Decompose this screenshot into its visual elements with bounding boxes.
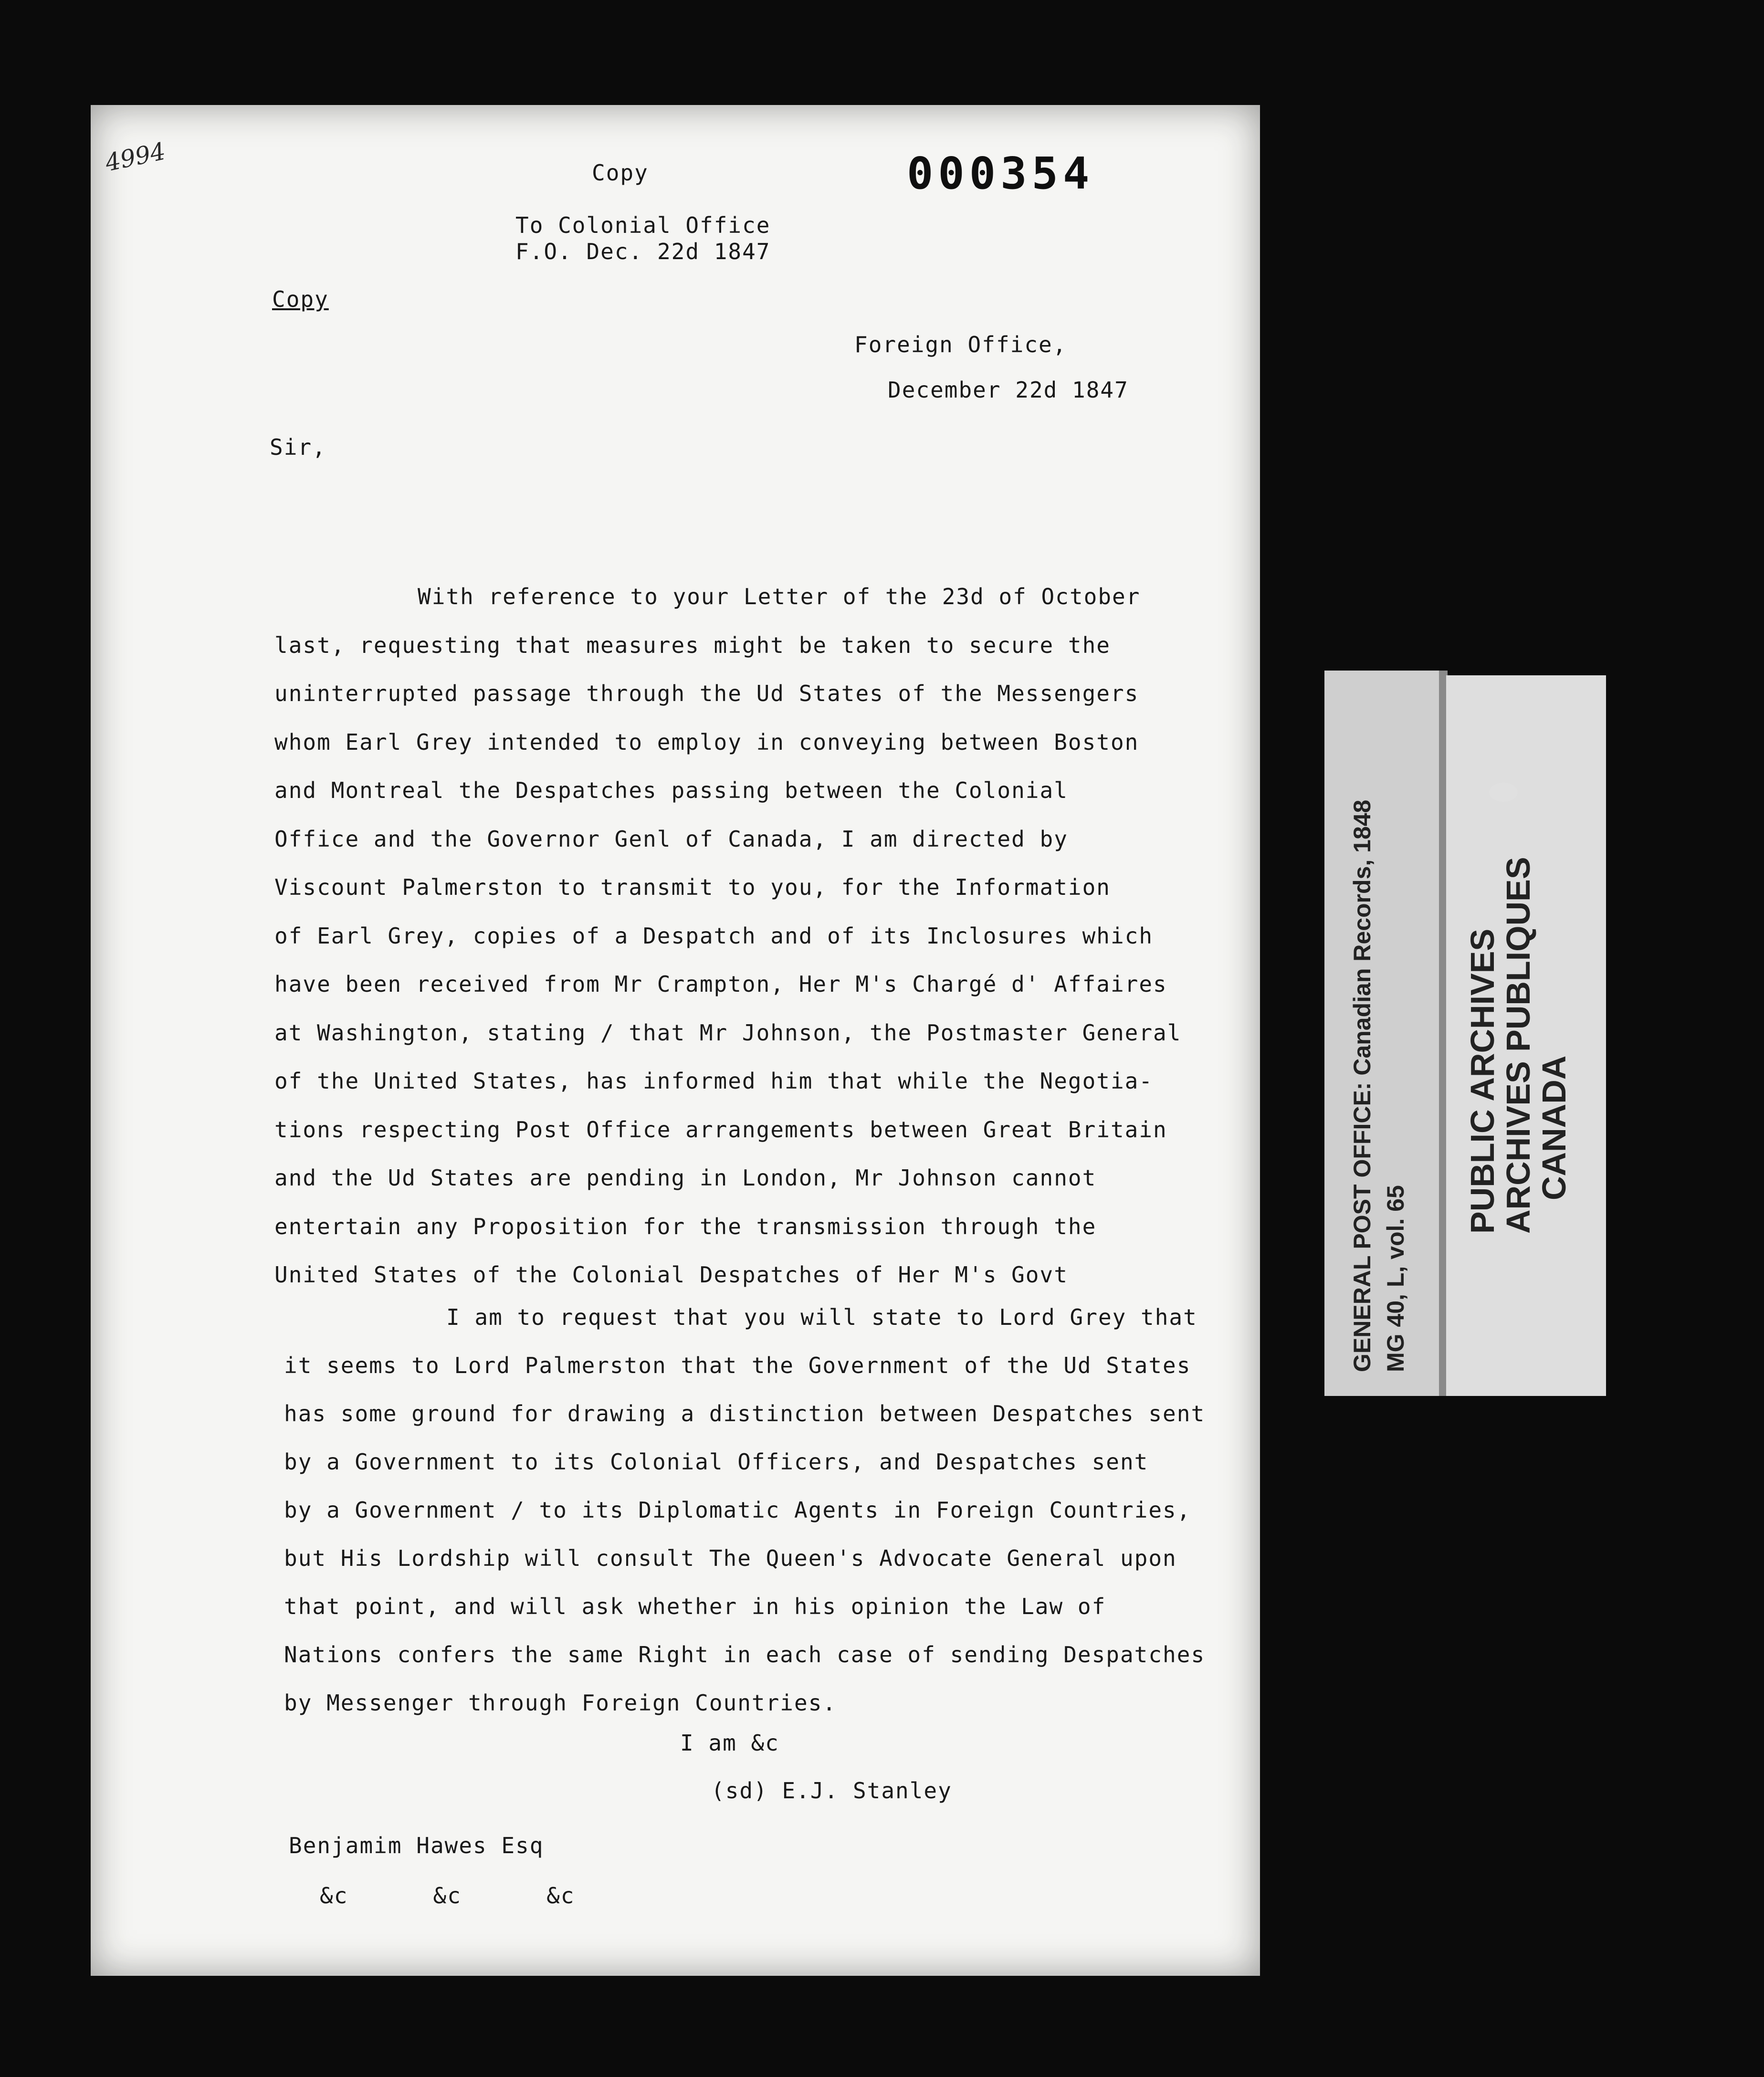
paragraph-2-line: Nations confers the same Right in each case of sending Despatches [284,1642,1206,1668]
paragraph-1-line: of the United States, has informed him that while the Negotia- [274,1068,1154,1094]
paragraph-1-line: last, requesting that measures might be taken to secure the [274,632,1111,658]
paragraph-2-line: but His Lordship will consult The Queen's Advocate General upon [284,1545,1177,1571]
address-office: Foreign Office, [854,332,1067,357]
paragraph-2-line: by a Government to its Colonial Officers, and Despatches sent [284,1449,1149,1475]
paragraph-1-line: entertain any Proposition for the transmission through the [274,1213,1097,1239]
paragraph-1 [274,573,1229,1300]
paragraph-1-line: of Earl Grey, copies of a Despatch and of its Inclosures which [274,923,1154,949]
paragraph-2-line: by Messenger through Foreign Countries. [284,1690,837,1716]
handwritten-folio-mark: 4994 [103,137,168,177]
archive-stamp-line-1: PUBLIC ARCHIVES [1464,928,1501,1234]
paragraph-1-line: whom Earl Grey intended to employ in conveying between Boston [274,729,1139,755]
paragraph-2-line: that point, and will ask whether in his opinion the Law of [284,1594,1106,1619]
paragraph-2-line: has some ground for drawing a distinction between Despatches sent [284,1401,1206,1427]
header-line-1: To Colonial Office [515,212,771,238]
document-number-stamp: 000354 [907,148,1094,199]
archive-reference-line-2: MG 40, L, vol. 65 [1382,1185,1409,1372]
paragraph-2-line: by a Government / to its Diplomatic Agents in Foreign Countries, [284,1497,1191,1523]
header-copy: Copy [592,160,649,186]
recipient-etc: &c &c &c [320,1883,575,1909]
closing: I am &c [680,1730,779,1756]
archive-reference-line-1: GENERAL POST OFFICE: Canadian Records, 1848 [1349,799,1376,1372]
paragraph-2-line: it seems to Lord Palmerston that the Government of the Ud States [284,1353,1191,1378]
archive-label [1324,671,1606,1396]
paragraph-1-line: Office and the Governor Genl of Canada, I am directed by [274,826,1068,852]
header-line-2: F.O. Dec. 22d 1847 [515,239,771,264]
recipient: Benjamim Hawes Esq [289,1833,544,1858]
copy-label: Copy [272,286,329,312]
salutation: Sir, [270,434,326,460]
paragraph-1-line: With reference to your Letter of the 23d of October [418,584,1141,609]
paragraph-1-line: at Washington, stating / that Mr Johnson, the Postmaster General [274,1019,1182,1046]
archive-stamp-line-2: ARCHIVES PUBLIQUES [1500,857,1537,1234]
archive-stamp-line-3: CANADA [1535,1055,1573,1200]
document-page [91,105,1260,1976]
paragraph-1-line: have been received from Mr Crampton, Her M's Chargé d' Affaires [274,971,1167,997]
address-date: December 22d 1847 [888,377,1129,403]
film-smudge [1489,783,1518,802]
paragraph-1-line: United States of the Colonial Despatches of Her M's Govt [274,1262,1068,1288]
paragraph-2-line: I am to request that you will state to Lord Grey that [446,1304,1197,1330]
paragraph-1-line: and the Ud States are pending in London, Mr Johnson cannot [274,1165,1097,1191]
signature: (sd) E.J. Stanley [711,1778,952,1804]
paragraph-1-line: tions respecting Post Office arrangements between Great Britain [274,1116,1167,1143]
paragraph-1-line: and Montreal the Despatches passing between the Colonial [274,777,1068,803]
paragraph-1-line: uninterrupted passage through the Ud States of the Messengers [274,681,1139,706]
paragraph-2 [284,1293,1205,1727]
paragraph-1-line: Viscount Palmerston to transmit to you, for the Information [274,874,1111,900]
